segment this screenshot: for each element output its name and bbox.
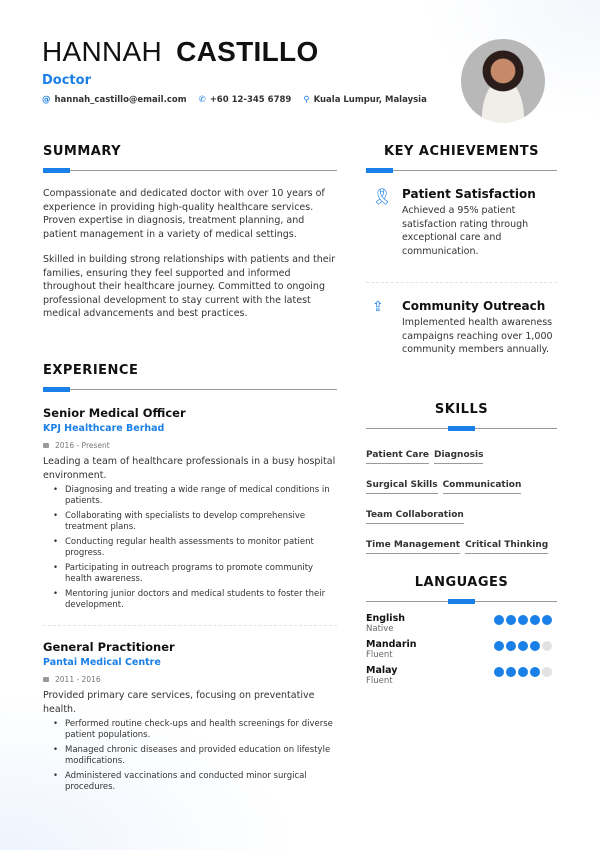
- rating-dot: [542, 615, 552, 625]
- languages-section: [366, 575, 557, 691]
- section-heading: KEY ACHIEVEMENTS: [384, 144, 539, 159]
- rating-dot: [506, 667, 516, 677]
- email[interactable]: hannah_castillo@email.com: [54, 95, 187, 105]
- job-title: Senior Medical Officer: [43, 406, 186, 420]
- rating-dot: [542, 641, 552, 651]
- profile-photo: [461, 39, 545, 123]
- rating-dot: [494, 667, 504, 677]
- language-level: Fluent: [366, 650, 393, 660]
- achievement-item: [366, 187, 557, 258]
- bullet-item: • Participating in outreach programs to promote community health awareness.: [65, 563, 337, 585]
- language-name: Mandarin: [366, 639, 417, 650]
- language-rating: [494, 615, 552, 634]
- bullet-item: • Collaborating with specialists to develop comprehensive treatment plans.: [65, 511, 337, 533]
- summary-paragraph: Compassionate and dedicated doctor with over 10 years of experience in providing high-quality healthcare services. Proven expertise in diagnosis, treatment planning, and patient management in a variety of medical settings.: [43, 188, 325, 240]
- skill-tag: Team Collaboration: [366, 510, 464, 524]
- rating-dot: [506, 615, 516, 625]
- divider: [366, 170, 557, 171]
- phone[interactable]: +60 12-345 6789: [209, 95, 292, 105]
- bullet-item: • Conducting regular health assessments to monitor patient progress.: [65, 537, 337, 559]
- skills-row: [366, 442, 557, 464]
- job-dates: 2011 - 2016: [43, 675, 337, 684]
- rating-dot: [494, 641, 504, 651]
- skill-tag: Patient Care: [366, 450, 429, 464]
- skills-section: [366, 402, 557, 562]
- section-heading: LANGUAGES: [414, 575, 509, 590]
- company-name: Pantai Medical Centre: [43, 657, 161, 668]
- language-rating: [494, 641, 552, 660]
- summary-section: [43, 144, 337, 321]
- divider: [43, 389, 337, 390]
- job-entry: [43, 406, 337, 626]
- skill-tag: Surgical Skills: [366, 480, 438, 494]
- divider: [366, 601, 557, 602]
- skill-tag: Diagnosis: [434, 450, 483, 464]
- job-description: Provided primary care services, focusing on preventative health.: [43, 690, 315, 715]
- rating-dot: [518, 667, 528, 677]
- achievement-text: Achieved a 95% patient satisfaction rating through exceptional care and communication.: [402, 205, 529, 257]
- job-title: General Practitioner: [43, 640, 175, 654]
- skill-tag: Communication: [443, 480, 522, 494]
- language-name: Malay: [366, 665, 398, 676]
- contact-info: [42, 95, 442, 105]
- bullet-item: • Performed routine check-ups and health screenings for diverse patient populations.: [65, 719, 337, 741]
- language-name: English: [366, 613, 405, 624]
- rating-dot: [530, 641, 540, 651]
- at-icon: @: [42, 95, 51, 105]
- bullet-item: • Mentoring junior doctors and medical students to foster their development.: [65, 589, 337, 611]
- divider: [366, 282, 557, 283]
- rating-dot: [494, 615, 504, 625]
- language-rating: [494, 667, 552, 686]
- achievement-text: Implemented health awareness campaigns reaching over 1,000 community members annually.: [402, 317, 553, 355]
- company-name: KPJ Healthcare Berhad: [43, 423, 165, 434]
- rocket-icon: ⇪: [372, 299, 384, 315]
- summary-paragraph: Skilled in building strong relationships with patients and their families, ensuring they feel supported and informed throughout their healthcare journey. Committed to ongoing professional development to stay current with the latest medical advancements and best practices.: [43, 254, 336, 319]
- skills-row: [366, 532, 557, 554]
- location-pin-icon: ⚲: [303, 95, 310, 105]
- job-title: Doctor: [42, 73, 91, 88]
- rating-dot: [542, 667, 552, 677]
- bullet-item: • Diagnosing and treating a wide range of medical conditions in patients.: [65, 485, 337, 507]
- skill-tag: Critical Thinking: [465, 540, 548, 554]
- achievement-item: [366, 299, 557, 357]
- achievements-section: [366, 144, 557, 357]
- job-description: Leading a team of healthcare professionals in a busy hospital environment.: [43, 456, 336, 481]
- bullet-item: • Managed chronic diseases and provided education on lifestyle modifications.: [65, 745, 337, 767]
- rating-dot: [518, 615, 528, 625]
- candidate-name: HANNAH CASTILLO: [42, 36, 319, 67]
- job-dates: 2016 - Present: [43, 441, 337, 450]
- rating-dot: [530, 615, 540, 625]
- language-level: Native: [366, 624, 394, 634]
- experience-section: [43, 363, 337, 797]
- location: Kuala Lumpur, Malaysia: [313, 95, 427, 105]
- language-item: [366, 613, 557, 634]
- award-ribbon-icon: 🎗︎: [372, 187, 393, 206]
- rating-dot: [506, 641, 516, 651]
- section-heading: SKILLS: [434, 402, 489, 417]
- divider: [43, 625, 337, 626]
- language-level: Fluent: [366, 676, 393, 686]
- divider: [43, 170, 337, 171]
- achievement-title: Patient Satisfaction: [402, 187, 536, 201]
- skills-row: [366, 502, 557, 524]
- section-heading: EXPERIENCE: [43, 363, 139, 378]
- job-bullets: [43, 485, 337, 611]
- achievement-title: Community Outreach: [402, 299, 546, 313]
- rating-dot: [530, 667, 540, 677]
- language-item: [366, 665, 557, 686]
- skills-row: [366, 472, 557, 494]
- job-bullets: [43, 719, 337, 793]
- bullet-item: • Administered vaccinations and conducted minor surgical procedures.: [65, 771, 337, 793]
- rating-dot: [518, 641, 528, 651]
- language-item: [366, 639, 557, 660]
- phone-icon: ✆: [198, 95, 206, 105]
- job-entry: [43, 640, 337, 793]
- section-heading: SUMMARY: [43, 144, 122, 159]
- divider: [366, 428, 557, 429]
- skill-tag: Time Management: [366, 540, 460, 554]
